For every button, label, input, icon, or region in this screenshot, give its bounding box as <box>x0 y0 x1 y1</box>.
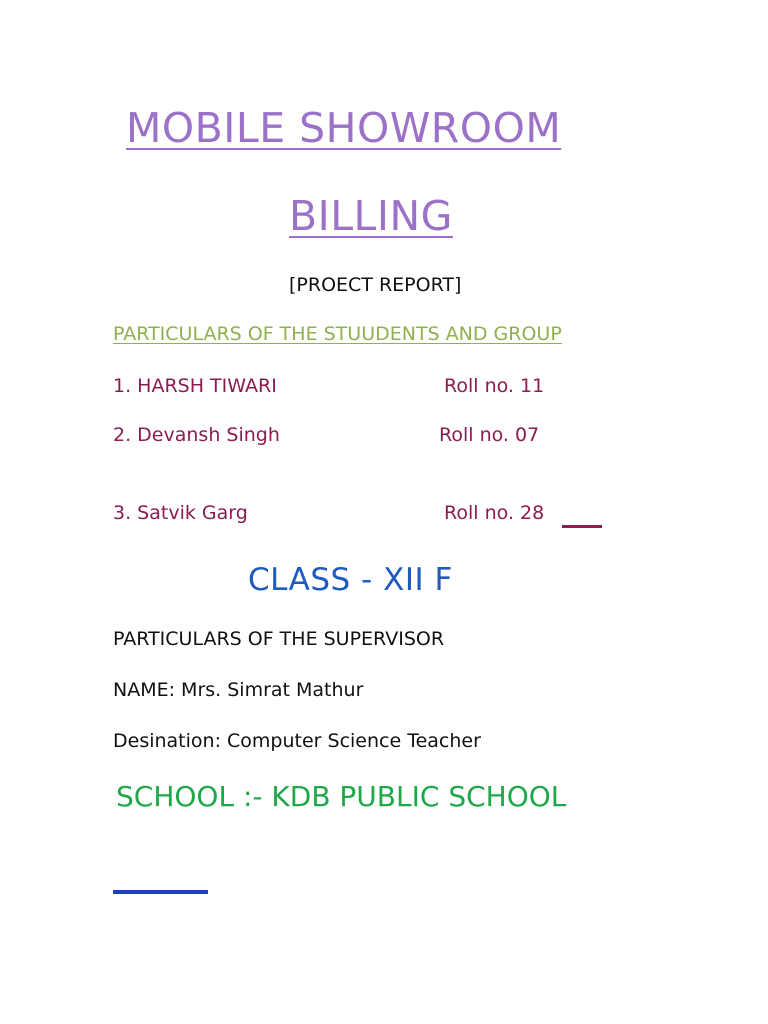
student-name: 3. Satvik Garg <box>113 502 248 524</box>
blue-underline-mark <box>113 890 208 894</box>
report-subtitle: [PROECT REPORT] <box>289 274 462 296</box>
student-name: 2. Devansh Singh <box>113 424 280 446</box>
class-label: CLASS - XII F <box>248 562 453 598</box>
student-name: 1. HARSH TIWARI <box>113 375 277 397</box>
title-line-1: MOBILE SHOWROOM <box>126 104 562 152</box>
supervisor-name: NAME: Mrs. Simrat Mathur <box>113 679 364 701</box>
student-roll: Roll no. 28 <box>444 502 545 524</box>
supervisor-designation: Desination: Computer Science Teacher <box>113 730 481 752</box>
student-roll: Roll no. 07 <box>439 424 540 446</box>
school-name: SCHOOL :- KDB PUBLIC SCHOOL <box>116 780 567 813</box>
student-roll: Roll no. 11 <box>444 375 545 397</box>
students-heading: PARTICULARS OF THE STUUDENTS AND GROUP <box>113 323 562 345</box>
supervisor-heading: PARTICULARS OF THE SUPERVISOR <box>113 628 445 650</box>
title-line-2: BILLING <box>289 192 453 240</box>
roll-underline-mark <box>562 525 602 528</box>
